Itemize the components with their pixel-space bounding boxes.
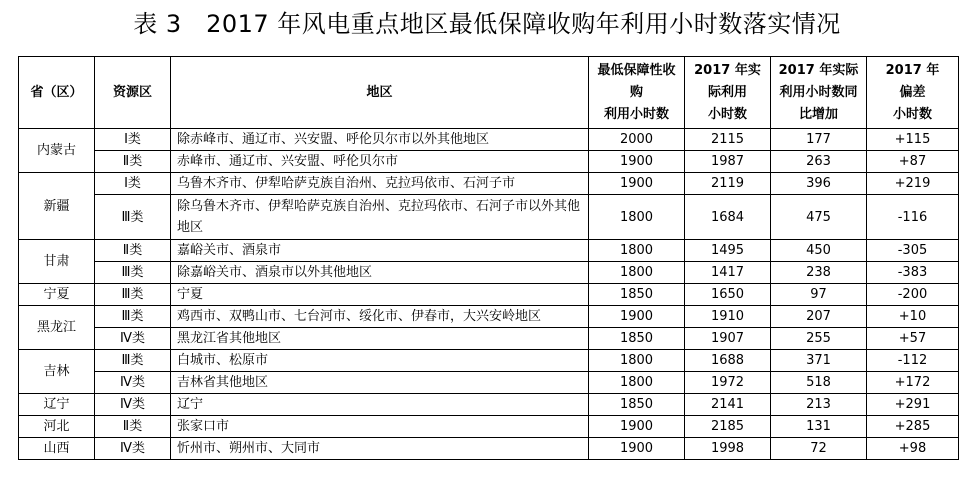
province-cell: 甘肃 (19, 240, 95, 284)
resource-cell: Ⅲ类 (95, 284, 171, 306)
actual-hours-cell: 1650 (685, 284, 771, 306)
province-cell: 山西 (19, 438, 95, 460)
header-min-hours-line: 利用小时数 (603, 106, 669, 122)
province-cell: 黑龙江 (19, 306, 95, 350)
actual-hours-cell: 1417 (685, 262, 771, 284)
increase-cell: 97 (771, 284, 867, 306)
min-hours-cell: 1800 (589, 372, 685, 394)
resource-cell: Ⅲ类 (95, 262, 171, 284)
min-hours-cell: 2000 (589, 129, 685, 151)
table-row (19, 438, 959, 460)
min-hours-cell: 1800 (589, 262, 685, 284)
min-hours-cell: 1900 (589, 151, 685, 173)
header-min-hours-line: 购 (629, 84, 643, 100)
province-cell: 内蒙古 (19, 129, 95, 173)
resource-cell: Ⅲ类 (95, 350, 171, 372)
region-cell: 忻州市、朔州市、大同市 (171, 438, 589, 460)
province-cell: 辽宁 (19, 394, 95, 416)
resource-cell: Ⅳ类 (95, 372, 171, 394)
deviation-cell: +285 (867, 416, 959, 438)
table-row (19, 284, 959, 306)
actual-hours-cell: 1495 (685, 240, 771, 262)
increase-cell: 396 (771, 173, 867, 195)
actual-hours-cell: 2141 (685, 394, 771, 416)
header-min-hours (589, 57, 685, 129)
header-actual-hours (685, 57, 771, 129)
header-deviation-line: 2017 年 (885, 62, 940, 78)
min-hours-cell: 1800 (589, 350, 685, 372)
min-hours-cell: 1900 (589, 306, 685, 328)
deviation-cell: +87 (867, 151, 959, 173)
deviation-cell: -200 (867, 284, 959, 306)
region-cell: 宁夏 (171, 284, 589, 306)
region-cell: 辽宁 (171, 394, 589, 416)
province-cell: 吉林 (19, 350, 95, 394)
province-cell: 河北 (19, 416, 95, 438)
actual-hours-cell: 1998 (685, 438, 771, 460)
province-cell: 新疆 (19, 173, 95, 240)
actual-hours-cell: 2119 (685, 173, 771, 195)
min-hours-cell: 1900 (589, 438, 685, 460)
actual-hours-cell: 1910 (685, 306, 771, 328)
increase-cell: 72 (771, 438, 867, 460)
header-yoy-increase-line: 比增加 (798, 106, 838, 122)
resource-cell: Ⅱ类 (95, 416, 171, 438)
header-deviation-line: 偏差 (899, 84, 926, 100)
increase-cell: 131 (771, 416, 867, 438)
deviation-cell: +115 (867, 129, 959, 151)
table-row (19, 394, 959, 416)
resource-cell: Ⅰ类 (95, 129, 171, 151)
header-deviation-line: 小时数 (892, 106, 932, 122)
region-cell: 赤峰市、通辽市、兴安盟、呼伦贝尔市 (171, 151, 589, 173)
region-cell: 除乌鲁木齐市、伊犁哈萨克族自治州、克拉玛依市、石河子市以外其他地区 (171, 195, 589, 240)
header-yoy-increase (771, 57, 867, 129)
header-actual-hours-line: 际利用 (707, 84, 747, 100)
table-row (19, 129, 959, 151)
resource-cell: Ⅳ类 (95, 394, 171, 416)
table-title: 表 3 2017 年风电重点地区最低保障收购年利用小时数落实情况 (133, 10, 841, 38)
header-region: 地区 (171, 57, 589, 129)
increase-cell: 450 (771, 240, 867, 262)
region-cell: 黑龙江省其他地区 (171, 328, 589, 350)
actual-hours-cell: 1688 (685, 350, 771, 372)
table-row (19, 195, 959, 240)
header-yoy-increase-line: 利用小时数同 (779, 84, 858, 100)
region-cell: 张家口市 (171, 416, 589, 438)
min-hours-cell: 1850 (589, 394, 685, 416)
resource-cell: Ⅱ类 (95, 151, 171, 173)
deviation-cell: +98 (867, 438, 959, 460)
increase-cell: 213 (771, 394, 867, 416)
deviation-cell: +291 (867, 394, 959, 416)
table-row (19, 350, 959, 372)
wind-power-hours-table (18, 56, 959, 460)
table-row (19, 240, 959, 262)
region-cell: 除嘉峪关市、酒泉市以外其他地区 (171, 262, 589, 284)
header-resource-zone: 资源区 (95, 57, 171, 129)
actual-hours-cell: 1972 (685, 372, 771, 394)
header-min-hours-line: 最低保障性收 (597, 62, 676, 78)
resource-cell: Ⅲ类 (95, 306, 171, 328)
region-cell: 除赤峰市、通辽市、兴安盟、呼伦贝尔市以外其他地区 (171, 129, 589, 151)
table-row (19, 173, 959, 195)
table-row (19, 151, 959, 173)
header-deviation (867, 57, 959, 129)
actual-hours-cell: 1987 (685, 151, 771, 173)
deviation-cell: -116 (867, 195, 959, 240)
deviation-cell: -112 (867, 350, 959, 372)
table-row (19, 262, 959, 284)
table-row (19, 372, 959, 394)
actual-hours-cell: 2115 (685, 129, 771, 151)
resource-cell: Ⅲ类 (95, 195, 171, 240)
actual-hours-cell: 2185 (685, 416, 771, 438)
header-actual-hours-line: 小时数 (707, 106, 747, 122)
deviation-cell: +172 (867, 372, 959, 394)
increase-cell: 518 (771, 372, 867, 394)
deviation-cell: +57 (867, 328, 959, 350)
increase-cell: 255 (771, 328, 867, 350)
region-cell: 白城市、松原市 (171, 350, 589, 372)
min-hours-cell: 1850 (589, 284, 685, 306)
resource-cell: Ⅰ类 (95, 173, 171, 195)
region-cell: 嘉峪关市、酒泉市 (171, 240, 589, 262)
table-row (19, 416, 959, 438)
region-cell: 鸡西市、双鸭山市、七台河市、绥化市、伊春市，大兴安岭地区 (171, 306, 589, 328)
province-cell: 宁夏 (19, 284, 95, 306)
deviation-cell: -383 (867, 262, 959, 284)
region-cell: 吉林省其他地区 (171, 372, 589, 394)
resource-cell: Ⅳ类 (95, 438, 171, 460)
region-cell: 乌鲁木齐市、伊犁哈萨克族自治州、克拉玛依市、石河子市 (171, 173, 589, 195)
actual-hours-cell: 1684 (685, 195, 771, 240)
actual-hours-cell: 1907 (685, 328, 771, 350)
header-actual-hours-line: 2017 年实 (694, 62, 761, 78)
increase-cell: 371 (771, 350, 867, 372)
increase-cell: 238 (771, 262, 867, 284)
min-hours-cell: 1900 (589, 416, 685, 438)
min-hours-cell: 1800 (589, 240, 685, 262)
deviation-cell: +10 (867, 306, 959, 328)
increase-cell: 177 (771, 129, 867, 151)
resource-cell: Ⅱ类 (95, 240, 171, 262)
deviation-cell: -305 (867, 240, 959, 262)
header-yoy-increase-line: 2017 年实际 (778, 62, 859, 78)
increase-cell: 475 (771, 195, 867, 240)
min-hours-cell: 1900 (589, 173, 685, 195)
deviation-cell: +219 (867, 173, 959, 195)
header-row (19, 57, 959, 129)
table-row (19, 328, 959, 350)
header-province: 省（区） (19, 57, 95, 129)
min-hours-cell: 1850 (589, 328, 685, 350)
resource-cell: Ⅳ类 (95, 328, 171, 350)
increase-cell: 207 (771, 306, 867, 328)
table-row (19, 306, 959, 328)
min-hours-cell: 1800 (589, 195, 685, 240)
increase-cell: 263 (771, 151, 867, 173)
